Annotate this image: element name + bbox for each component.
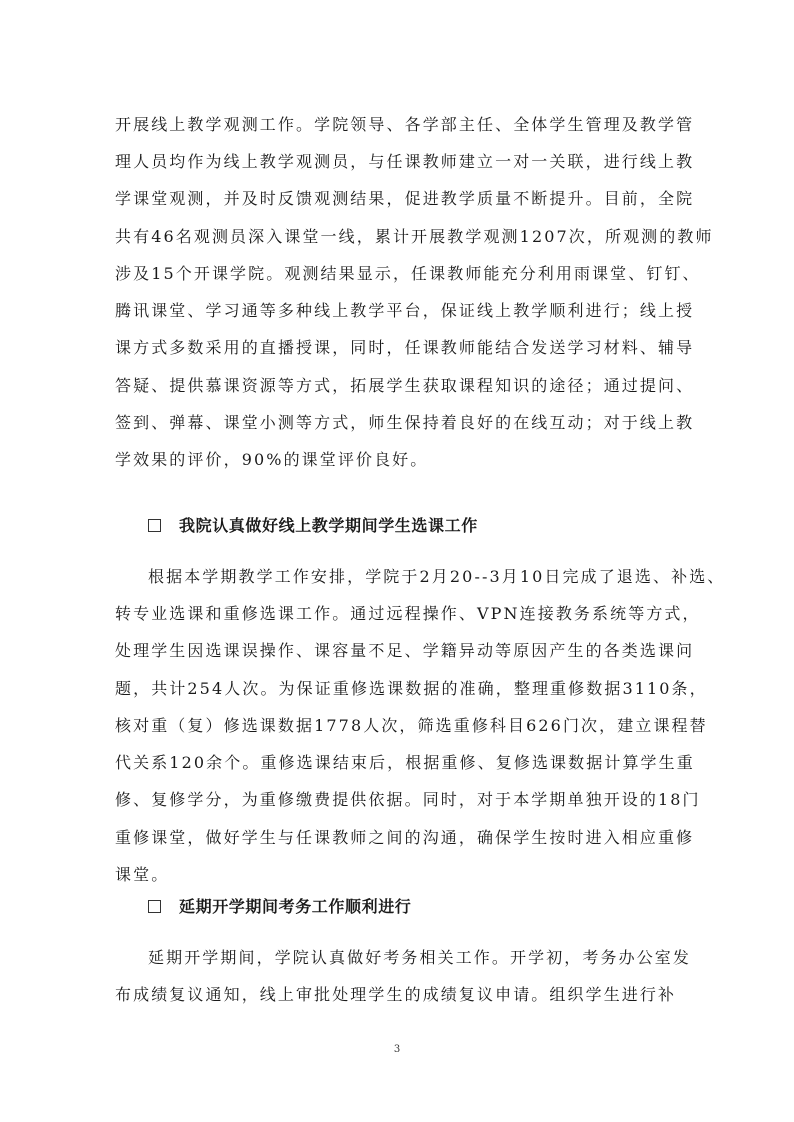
text-line: 根据本学期教学工作安排，学院于2月20--3月10日完成了退选、补选、 xyxy=(148,567,726,586)
text-line: 重修课堂，做好学生与任课教师之间的沟通，确保学生按时进入相应重修 xyxy=(115,828,695,847)
checkbox-bullet-icon xyxy=(148,519,161,532)
text-line: 答疑、提供慕课资源等方式，拓展学生获取课程知识的途径；通过提问、 xyxy=(115,376,695,395)
text-line: 处理学生因选课误操作、课容量不足、学籍异动等原因产生的各类选课问 xyxy=(115,641,695,660)
text-line: 修、复修学分，为重修缴费提供依据。同时，对于本学期单独开设的18门 xyxy=(115,790,701,809)
text-line: 共有46名观测员深入课堂一线，累计开展教学观测1207次，所观测的教师 xyxy=(115,227,714,246)
text-line: 代关系120余个。重修选课结束后，根据重修、复修选课数据计算学生重 xyxy=(115,753,695,772)
text-line: 理人员均作为线上教学观测员，与任课教师建立一对一关联，进行线上教 xyxy=(115,152,695,171)
text-line: 课方式多数采用的直播授课，同时，任课教师能结合发送学习材料、辅导 xyxy=(115,338,695,357)
text-line: 题，共计254人次。为保证重修选课数据的准确，整理重修数据3110条， xyxy=(115,679,708,698)
text-line: 转专业选课和重修选课工作。通过远程操作、VPN连接教务系统等方式， xyxy=(115,604,701,623)
page-number: 3 xyxy=(393,1044,401,1055)
section2-heading xyxy=(148,516,478,536)
text-line: 延期开学期间，学院认真做好考务相关工作。开学初，考务办公室发 xyxy=(148,948,692,967)
text-line: 开展线上教学观测工作。学院领导、各学部主任、全体学生管理及教学管 xyxy=(115,115,695,134)
text-line: 学课堂观测，并及时反馈观测结果，促进教学质量不断提升。目前，全院 xyxy=(115,189,695,208)
text-line: 签到、弹幕、课堂小测等方式，师生保持着良好的在线互动；对于线上教 xyxy=(115,413,695,432)
section3-heading xyxy=(148,897,411,917)
text-line: 腾讯课堂、学习通等多种线上教学平台，保证线上教学顺利进行；线上授 xyxy=(115,301,695,320)
text-line: 核对重（复）修选课数据1778人次，筛选重修科目626门次，建立课程替 xyxy=(115,716,708,735)
section3-heading-text: 延期开学期间考务工作顺利进行 xyxy=(179,897,412,916)
text-line: 布成绩复议通知，线上审批处理学生的成绩复议申请。组织学生进行补 xyxy=(115,985,677,1004)
text-line: 学效果的评价，90%的课堂评价良好。 xyxy=(115,450,429,469)
text-line: 涉及15个开课学院。观测结果显示，任课教师能充分利用雨课堂、钉钉、 xyxy=(115,264,701,283)
section2-heading-text: 我院认真做好线上教学期间学生选课工作 xyxy=(179,516,478,535)
text-line: 课堂。 xyxy=(115,865,170,884)
checkbox-bullet-icon xyxy=(148,900,161,913)
